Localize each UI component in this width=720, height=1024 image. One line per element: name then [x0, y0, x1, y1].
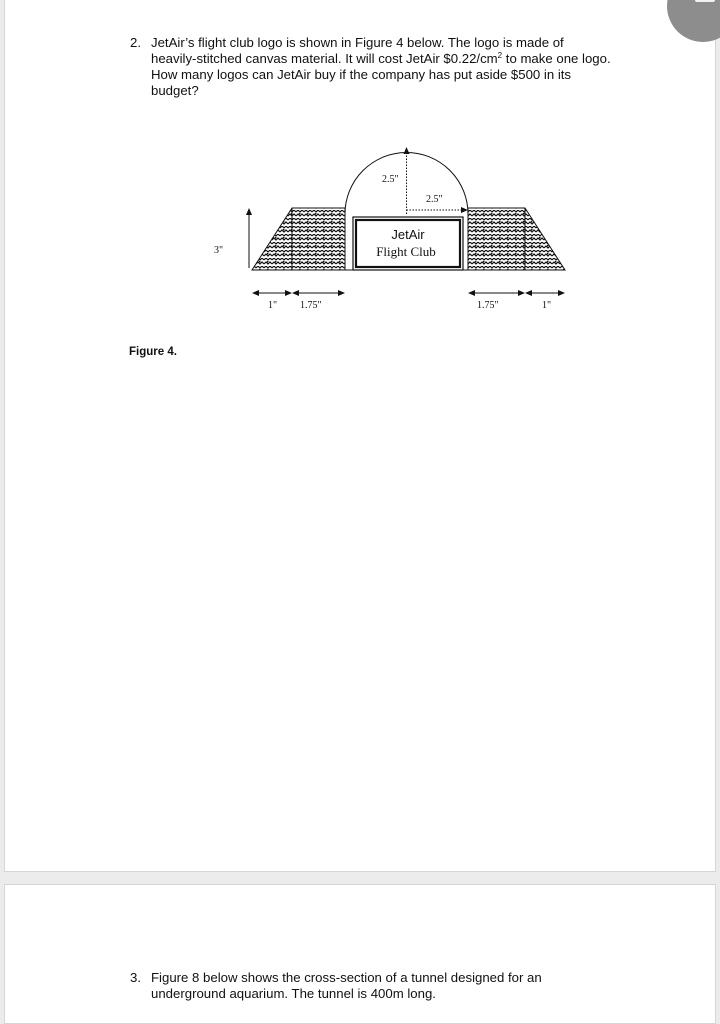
right-1in-arrowhead-right [558, 290, 565, 296]
radius-vertical-arrowhead [404, 147, 410, 154]
height-label: 3" [214, 245, 224, 256]
right-1in-arrowhead-left [525, 290, 532, 296]
question-2-text-end: to make one logo. How many logos can JetAir buy if the company has put aside $500 in its budget? [151, 51, 611, 98]
right-175in-arrowhead-left [468, 290, 475, 296]
left-top-label: 1.75" [300, 300, 322, 311]
left-1in-arrowhead-right [285, 290, 292, 296]
document-page-2 [4, 884, 716, 1024]
question-2-text [151, 35, 611, 99]
figure-caption: Figure 4. [129, 346, 177, 358]
left-bottom-label: 1" [268, 300, 278, 311]
figure-4-logo-diagram [200, 138, 580, 318]
logo-text-flight-club: Flight Club [376, 244, 436, 259]
left-175in-arrowhead-left [292, 290, 299, 296]
question-3-number: 3. [130, 970, 141, 985]
question-2 [130, 35, 620, 105]
superscript-squared: 2 [497, 51, 503, 60]
radius-horizontal-label: 2.5" [426, 194, 443, 205]
left-1in-arrowhead-left [252, 290, 259, 296]
radius-vertical-label: 2.5" [382, 174, 399, 185]
right-bottom-label: 1" [542, 300, 552, 311]
left-175in-arrowhead-right [338, 290, 345, 296]
right-top-label: 1.75" [477, 300, 499, 311]
document-page-1 [4, 0, 716, 872]
question-2-text-start: JetAir’s flight club logo is shown in Figure 4 below. The logo is made of heavily-stitched canvas material. It will cost JetAir $0.22/cm [151, 35, 564, 66]
height-arrowhead-top [246, 208, 252, 215]
right-stitched-trapezoid [468, 208, 565, 270]
question-3 [130, 970, 620, 1010]
question-2-number: 2. [130, 35, 141, 50]
left-stitched-trapezoid [252, 208, 345, 270]
right-175in-arrowhead-right [518, 290, 525, 296]
scroll-grip-icon [695, 0, 715, 2]
logo-text-jetair: JetAir [391, 227, 425, 242]
question-3-text: Figure 8 below shows the cross-section of a tunnel designed for an underground aquarium. The tunnel is 400m long. [151, 970, 542, 1001]
